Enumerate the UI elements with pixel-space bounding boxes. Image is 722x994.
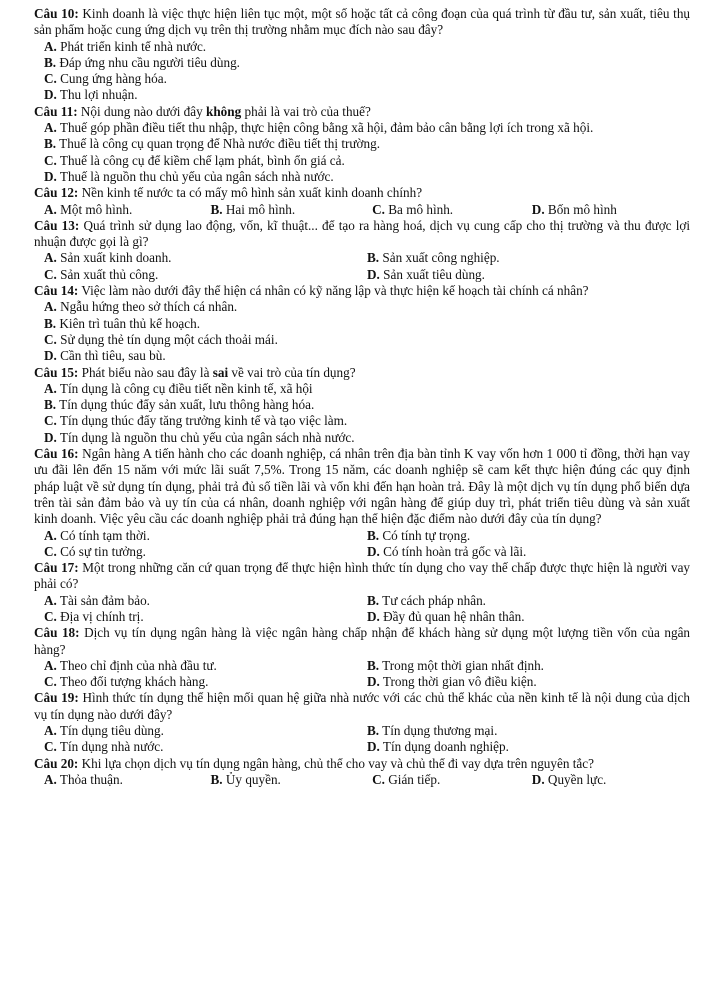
options-row bbox=[44, 658, 690, 674]
option-c: C. Tín dụng thúc đẩy tăng trưởng kinh tế và tạo việc làm. bbox=[44, 413, 348, 429]
options-row bbox=[44, 772, 690, 788]
option-c: C. Ba mô hình. bbox=[372, 201, 454, 217]
question-number: Câu 20: bbox=[34, 755, 79, 771]
question-19 bbox=[34, 690, 690, 755]
question-stem: Ngân hàng A tiến hành cho các doanh nghiệp, cá nhân trên địa bàn tỉnh K vay vốn hơn 1 000 tỉ đồng, thời hạn vay ưu đãi lên đến 15 năm với mức lãi suất 7,5%. Trong 15 năm, các doanh nghiệp sẽ cam kết thực hiện đúng các quy định pháp luật về sử dụng tín dụng, phải trả đủ số tiền lãi và vốn khi đến hạn hoàn trả. Đây là một dịch vụ tín dụng phổ biến dựa trên tài sản đảm bảo và uy tín của cá nhân, doanh nghiệp với ngân hàng để giúp duy trì, phát triển tiêu dùng và sản xuất kinh doanh. Việc yêu cầu các doanh nghiệp phải trả đúng hạn thể hiện đặc điểm nào dưới đây của tín dụng? bbox=[34, 446, 690, 527]
option-c: C. Sản xuất thủ công. bbox=[44, 266, 159, 282]
option-d: D. Đầy đủ quan hệ nhân thân. bbox=[367, 608, 525, 624]
option-b: B. Ủy quyền. bbox=[210, 771, 281, 787]
option-d: D. Sản xuất tiêu dùng. bbox=[367, 266, 485, 282]
question-number: Câu 13: bbox=[34, 217, 80, 233]
option-a: A. Theo chỉ định của nhà đầu tư. bbox=[44, 657, 217, 673]
question-stem: Quá trình sử dụng lao động, vốn, kĩ thuật... để tạo ra hàng hoá, dịch vụ cung cấp cho thị trường và thu được lợi nhuận được gọi là gì? bbox=[34, 217, 691, 250]
question-stem: Việc làm nào dưới đây thể hiện cá nhân có kỹ năng lập và thực hiện kế hoạch tài chính cá nhân? bbox=[81, 283, 589, 299]
question-number: Câu 17: bbox=[34, 560, 79, 576]
option-b: B. Có tính tự trọng. bbox=[367, 527, 471, 543]
option-c: C. Tín dụng nhà nước. bbox=[44, 739, 164, 755]
question-17 bbox=[34, 560, 690, 625]
question-stem: Một trong những căn cứ quan trọng để thực hiện hình thức tín dụng cho vay thế chấp được thực hiện là người vay phải có? bbox=[34, 560, 691, 592]
option-d: D. Tín dụng là nguồn thu chủ yếu của ngân sách nhà nước. bbox=[44, 429, 355, 445]
question-11 bbox=[34, 104, 690, 185]
question-stem: Hình thức tín dụng thể hiện mối quan hệ giữa nhà nước với các chủ thể khác của nền kinh tế là nội dung của dịch vụ tín dụng nào dưới đây? bbox=[34, 690, 690, 722]
options-row bbox=[44, 739, 690, 755]
question-number: Câu 15: bbox=[34, 364, 79, 380]
question-18 bbox=[34, 625, 690, 690]
option-a: A. Tài sản đảm bảo. bbox=[44, 592, 150, 608]
question-stem: Khi lựa chọn dịch vụ tín dụng ngân hàng, chủ thể cho vay và chủ thể đi vay dựa trên nguyên tắc? bbox=[81, 755, 594, 771]
question-stem: Dịch vụ tín dụng ngân hàng là việc ngân hàng chấp nhận để khách hàng sử dụng một lượng tiền vốn của ngân hàng? bbox=[34, 625, 691, 657]
option-c: C. Thuế là công cụ để kiềm chế lạm phát, bình ổn giá cả. bbox=[44, 152, 345, 168]
option-d: D. Có tính hoàn trả gốc và lãi. bbox=[367, 543, 527, 559]
question-10 bbox=[34, 6, 690, 104]
option-c: C. Địa vị chính trị. bbox=[44, 608, 144, 624]
option-a: A. Tín dụng tiêu dùng. bbox=[44, 723, 164, 739]
question-stem: Kinh doanh là việc thực hiện liên tục một, một số hoặc tất cả công đoạn của quá trình từ đầu tư, sản xuất, tiêu thụ sản phẩm hoặc cung ứng dịch vụ trên thị trường nhằm mục đích nào sau đây? bbox=[34, 6, 691, 38]
option-c: C. Theo đối tượng khách hàng. bbox=[44, 674, 209, 690]
option-b: B. Kiên trì tuân thủ kế hoạch. bbox=[44, 315, 201, 331]
question-number: Câu 16: bbox=[34, 446, 79, 462]
option-a: A. Thỏa thuận. bbox=[44, 771, 123, 787]
options-row bbox=[44, 544, 690, 560]
option-a: A. Có tính tạm thời. bbox=[44, 527, 150, 543]
option-d: D. Trong thời gian vô điều kiện. bbox=[367, 674, 537, 690]
option-d: D. Bốn mô hình bbox=[531, 201, 617, 217]
question-number: Câu 19: bbox=[34, 690, 79, 706]
option-b: B. Đáp ứng nhu cầu người tiêu dùng. bbox=[44, 54, 240, 70]
question-stem: Phát biểu nào sau đây là sai về vai trò của tín dụng? bbox=[81, 364, 356, 380]
option-b: B. Tín dụng thúc đẩy sản xuất, lưu thông hàng hóa. bbox=[44, 397, 315, 413]
question-number: Câu 12: bbox=[34, 185, 79, 201]
option-b: B. Tư cách pháp nhân. bbox=[367, 592, 486, 608]
option-d: D. Tín dụng doanh nghiệp. bbox=[367, 739, 509, 755]
options-row bbox=[44, 593, 690, 609]
option-b: B. Trong một thời gian nhất định. bbox=[367, 657, 544, 673]
question-number: Câu 10: bbox=[34, 6, 79, 21]
question-number: Câu 11: bbox=[34, 103, 78, 119]
options-row bbox=[44, 202, 690, 218]
option-a: A. Thuế góp phần điều tiết thu nhập, thực hiện công bằng xã hội, đảm bảo cân bằng lợi ích trong xã hội. bbox=[44, 120, 594, 136]
emphasis-word: sai bbox=[212, 364, 229, 380]
option-c: C. Có sự tin tưởng. bbox=[44, 543, 146, 559]
option-c: C. Sử dụng thẻ tín dụng một cách thoải mái. bbox=[44, 331, 278, 347]
emphasis-word: không bbox=[206, 103, 242, 119]
option-d: D. Quyền lực. bbox=[531, 771, 607, 787]
options-row bbox=[44, 674, 690, 690]
question-14 bbox=[34, 283, 690, 364]
option-c: C. Cung ứng hàng hóa. bbox=[44, 71, 167, 87]
option-a: A. Sản xuất kinh doanh. bbox=[44, 250, 172, 266]
options-row bbox=[44, 528, 690, 544]
option-b: B. Tín dụng thương mại. bbox=[367, 723, 498, 739]
question-20 bbox=[34, 756, 690, 789]
question-12 bbox=[34, 185, 690, 218]
question-number: Câu 18: bbox=[34, 625, 80, 641]
option-b: B. Thuế là công cụ quan trọng để Nhà nước điều tiết thị trường. bbox=[44, 136, 381, 152]
question-number: Câu 14: bbox=[34, 283, 79, 299]
question-stem: Nền kinh tế nước ta có mấy mô hình sản xuất kinh doanh chính? bbox=[81, 185, 423, 201]
option-b: B. Sản xuất công nghiệp. bbox=[367, 250, 500, 266]
options-row bbox=[44, 723, 690, 739]
options-row bbox=[44, 250, 690, 266]
question-13 bbox=[34, 218, 690, 283]
option-d: D. Cần thì tiêu, sau bù. bbox=[44, 348, 166, 364]
question-16 bbox=[34, 446, 690, 560]
option-a: A. Tín dụng là công cụ điều tiết nền kinh tế, xã hội bbox=[44, 380, 313, 396]
question-15 bbox=[34, 365, 690, 446]
option-b: B. Hai mô hình. bbox=[210, 201, 296, 217]
option-d: D. Thuế là nguồn thu chủ yếu của ngân sách nhà nước. bbox=[44, 168, 334, 184]
option-a: A. Ngẫu hứng theo sở thích cá nhân. bbox=[44, 299, 238, 315]
option-a: A. Phát triển kinh tế nhà nước. bbox=[44, 38, 207, 54]
option-c: C. Gián tiếp. bbox=[372, 771, 441, 787]
question-stem: Nội dung nào dưới đây không phải là vai trò của thuế? bbox=[80, 103, 371, 119]
option-a: A. Một mô hình. bbox=[44, 201, 133, 217]
options-row bbox=[44, 609, 690, 625]
options-row bbox=[44, 267, 690, 283]
option-d: D. Thu lợi nhuận. bbox=[44, 87, 138, 103]
